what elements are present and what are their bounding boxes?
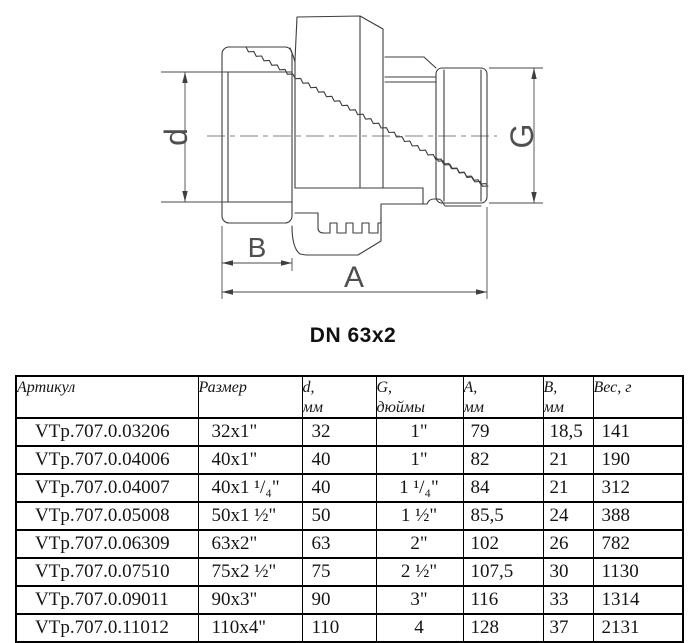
cell-size: 75x2 ½" [198,558,302,586]
dimension-d [158,72,224,202]
dimension-g [489,68,543,203]
dim-label-g: G [504,123,540,149]
cell-weight: 782 [593,530,683,558]
dimension-b [222,226,292,299]
cell-weight: 312 [593,474,683,502]
table-row [16,474,683,502]
cell-article: VTp.707.0.06309 [16,530,198,558]
cell-g: 1 ¹/₄" [376,474,463,502]
cell-a: 82 [463,446,543,474]
cell-weight: 190 [593,446,683,474]
table-row [16,502,683,530]
cell-d: 32 [302,418,376,446]
cell-size: 32x1" [198,418,302,446]
cell-d: 110 [302,614,376,642]
cell-size: 90x3" [198,586,302,614]
table-row [16,586,683,614]
cell-a: 85,5 [463,502,543,530]
drawing-title: DN 63x2 [309,324,397,347]
cell-size: 40x1 ¹/₄" [198,474,302,502]
cell-a: 79 [463,418,543,446]
table-row [16,418,683,446]
table-row [16,530,683,558]
cell-b: 24 [543,502,593,530]
cell-weight: 388 [593,502,683,530]
cell-g: 2 ½" [376,558,463,586]
cell-article: VTp.707.0.05008 [16,502,198,530]
dim-label-b: B [247,232,267,263]
table-row [16,614,683,642]
cell-b: 26 [543,530,593,558]
cell-b: 21 [543,446,593,474]
cell-g: 1" [376,446,463,474]
cell-d: 40 [302,474,376,502]
col-header-3: G, дюймы [376,376,463,418]
cell-d: 75 [302,558,376,586]
cell-weight: 1130 [593,558,683,586]
col-header-6: Вес, г [593,376,683,418]
cell-g: 1 ½" [376,502,463,530]
cell-size: 63x2" [198,530,302,558]
cell-b: 37 [543,614,593,642]
cell-weight: 2131 [593,614,683,642]
col-header-2: d, мм [302,376,376,418]
col-header-0: Артикул [16,376,198,418]
spec-table [15,375,684,643]
col-header-1: Размер [198,376,302,418]
cell-weight: 1314 [593,586,683,614]
cell-article: VTp.707.0.04006 [16,446,198,474]
cell-d: 50 [302,502,376,530]
cell-g: 3" [376,586,463,614]
cell-a: 84 [463,474,543,502]
cell-article: VTp.707.0.11012 [16,614,198,642]
col-header-5: B, мм [543,376,593,418]
dim-label-d: d [158,128,194,146]
cell-article: VTp.707.0.09011 [16,586,198,614]
cell-size: 110x4" [198,614,302,642]
cell-d: 90 [302,586,376,614]
threaded-end [385,57,487,203]
cell-a: 116 [463,586,543,614]
table-row [16,446,683,474]
table-row [16,558,683,586]
cell-g: 4 [376,614,463,642]
union-nut [290,16,423,188]
lower-profile [292,188,481,255]
cell-b: 33 [543,586,593,614]
cell-a: 107,5 [463,558,543,586]
cell-article: VTp.707.0.04007 [16,474,198,502]
cell-b: 18,5 [543,418,593,446]
cell-weight: 141 [593,418,683,446]
cell-b: 30 [543,558,593,586]
socket-body [222,47,292,223]
cell-d: 40 [302,446,376,474]
cell-b: 21 [543,474,593,502]
header-row [16,376,683,418]
table-body [16,418,683,642]
col-header-4: A, мм [463,376,543,418]
cell-size: 40x1" [198,446,302,474]
cell-a: 102 [463,530,543,558]
dim-label-a: A [343,261,365,294]
cell-article: VTp.707.0.03206 [16,418,198,446]
cell-size: 50x1 ½" [198,502,302,530]
cell-article: VTp.707.0.07510 [16,558,198,586]
cell-a: 128 [463,614,543,642]
cell-g: 1" [376,418,463,446]
cell-g: 2" [376,530,463,558]
cell-d: 63 [302,530,376,558]
